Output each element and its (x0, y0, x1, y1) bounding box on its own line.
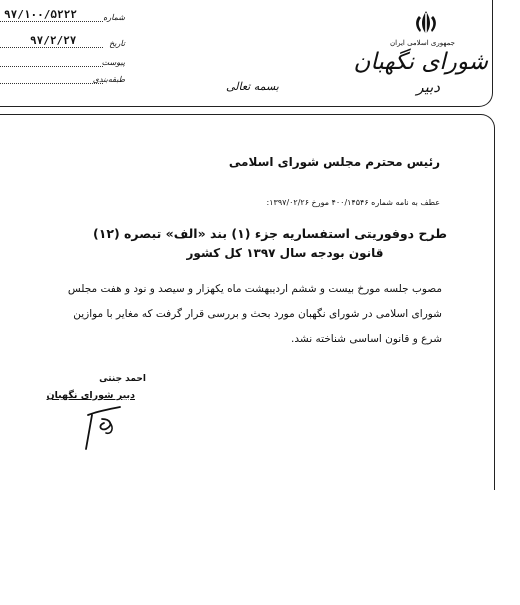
secretary-title: دبیر (416, 78, 440, 96)
date-value: ۹۷/۲/۲۷ (30, 34, 77, 47)
recipient: رئیس محترم مجلس شورای اسلامی (228, 155, 440, 169)
meta-attachment (0, 53, 125, 67)
classification-label: طبقه‌بندی (92, 75, 125, 84)
meta-number (0, 8, 125, 22)
reference-line: عطف به نامه شماره ۴۰۰/۱۴۵۴۶ مورخ ۱۳۹۷/۰۲/۲۶: (266, 198, 440, 207)
signer-name: احمد جنتی (99, 374, 146, 384)
dotted-line (0, 47, 103, 48)
dotted-line (0, 83, 103, 84)
date-label: تاریخ (109, 39, 125, 48)
council-name: شورای نگهبان (353, 49, 488, 75)
number-value: ۹۷/۱۰۰/۵۲۲۲ (4, 8, 77, 21)
attachment-label: پیوست (101, 58, 125, 67)
subject-title-line1: طرح دوفوریتی استفساریه جزء (۱) بند «الف» تبصره (۱۲) (92, 226, 448, 241)
signer-title: دبیر شورای نگهبان (46, 390, 135, 401)
basmala: بسمه تعالی (226, 80, 279, 93)
dotted-line (0, 66, 103, 67)
paragraph-line2: شورای اسلامی در شورای نگهبان مورد بحث و بررسی قرار گرفت که مغایر با موازین (73, 308, 442, 320)
body-frame (0, 114, 495, 490)
paragraph-line3: شرع و قانون اساسی شناخته نشد. (291, 333, 442, 345)
emblem-caption: جمهوری اسلامی ایران (390, 39, 455, 47)
subject-title-line2: قانون بودجه سال ۱۳۹۷ کل کشور (186, 246, 384, 260)
emblem-icon (411, 8, 441, 38)
dotted-line (0, 21, 103, 22)
meta-classification (0, 70, 125, 84)
signature-icon (80, 401, 130, 456)
number-label: شماره (103, 13, 125, 22)
paragraph-line1: مصوب جلسه مورخ بیست و ششم اردیبهشت ماه یکهزار و سیصد و نود و هفت مجلس (67, 283, 442, 295)
meta-date (0, 34, 125, 48)
